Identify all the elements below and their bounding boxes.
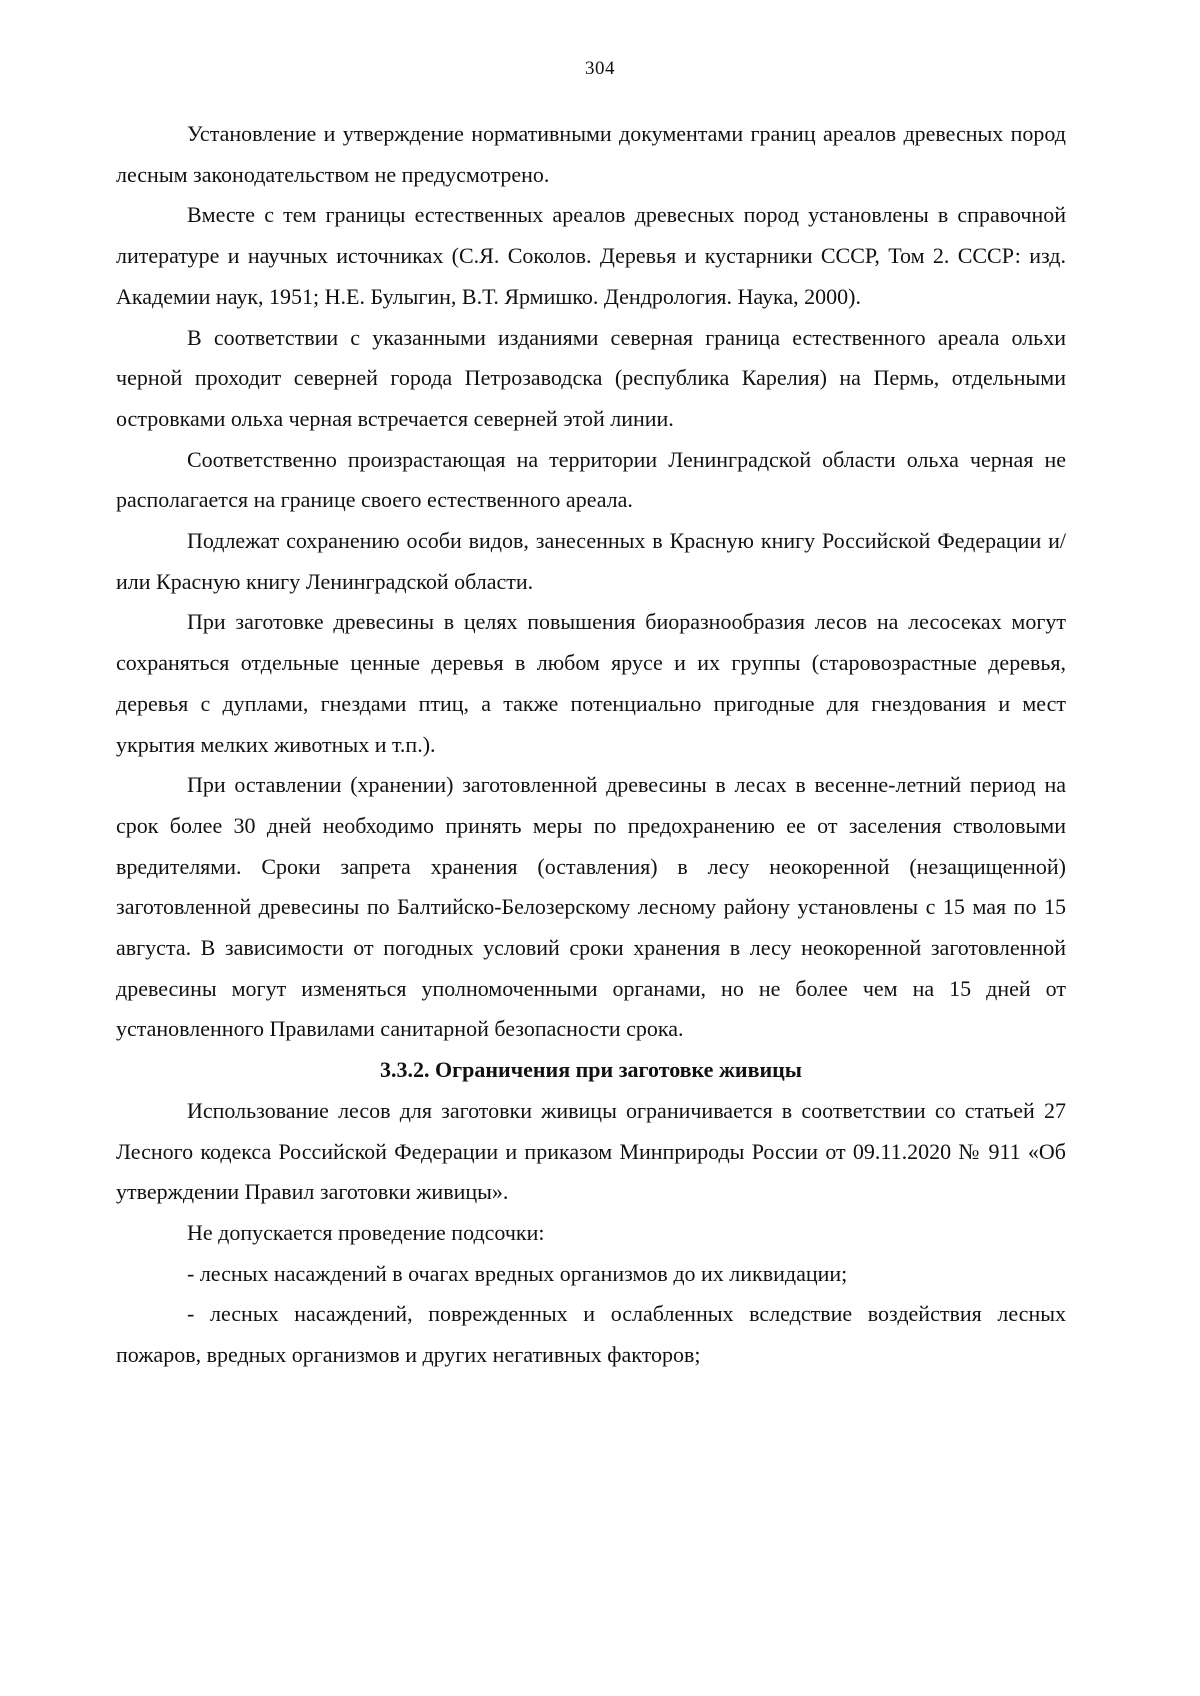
paragraph-reference-sources: Вместе с тем границы естественных ареалов древесных пород установлены в справочной литературе и научных источниках (С.Я. Соколов. Деревья и кустарники СССР, Том 2. СССР: изд. Академии наук, 1951; Н.Е. Булыгин, В.Т. Ярмишко. Дендрология. Наука, 2000). [116, 202, 1066, 309]
paragraph-red-book: Подлежат сохранению особи видов, занесенных в Красную книгу Российской Федерации и/или Красную книгу Ленинградской области. [116, 528, 1066, 594]
paragraph-leningrad-alder: Соответственно произрастающая на территории Ленинградской области ольха черная не располагается на границе своего естественного ареала. [116, 446, 1066, 513]
list-item-damaged-stands: - лесных насаждений, поврежденных и ослабленных вследствие воздействия лесных пожаров, вредных организмов и других негативных факторов; [116, 1301, 1066, 1368]
section-heading: 3.3.2. Ограничения при заготовке живицы [380, 1057, 802, 1083]
paragraph-northern-boundary: В соответствии с указанными изданиями северная граница естественного ареала ольхи черной проходит северней города Петрозаводска (республика Карелия) на Пермь, отдельными островками ольха черная встречается северней этой линии. [116, 324, 1066, 431]
page-number: 304 [585, 58, 615, 79]
paragraph-wood-storage: При оставлении (хранении) заготовленной древесины в лесах в весенне-летний период на срок более 30 дней необходимо принять меры по предохранению ее от заселения стволовыми вредителями. Сроки запрета хранения (оставления) в лесу неокоренной (незащищенной) заготовленной древесины по Балтийско-Белозерскому лесному району установлены с 15 мая по 15 августа. В зависимости от погодных условий сроки хранения в лесу неокоренной заготовленной древесины могут изменяться уполномоченными органами, но не более чем на 15 дней от установленного Правилами санитарной безопасности срока. [116, 772, 1066, 1042]
paragraph-tapping-prohibited: Не допускается проведение подсочки: [187, 1219, 545, 1245]
paragraph-resin-regulation: Использование лесов для заготовки живицы ограничивается в соответствии со статьей 27 Лесного кодекса Российской Федерации и приказом Минприроды России от 09.11.2020 № 911 «Об утверждении Правил заготовки живицы». [116, 1097, 1066, 1205]
list-item-pest-foci: - лесных насаждений в очагах вредных организмов до их ликвидации; [187, 1260, 848, 1286]
paragraph-areal-boundaries: Установление и утверждение нормативными документами границ ареалов древесных пород лесным законодательством не предусмотрено. [116, 121, 1066, 187]
document-body [116, 114, 1066, 1376]
paragraph-biodiversity: При заготовке древесины в целях повышения биоразнообразия лесов на лесосеках могут сохраняться отдельные ценные деревья в любом ярусе и их группы (старовозрастные деревья, деревья с дуплами, гнездами птиц, а также потенциально пригодные для гнездования и мест укрытия мелких животных и т.п.). [116, 609, 1066, 757]
